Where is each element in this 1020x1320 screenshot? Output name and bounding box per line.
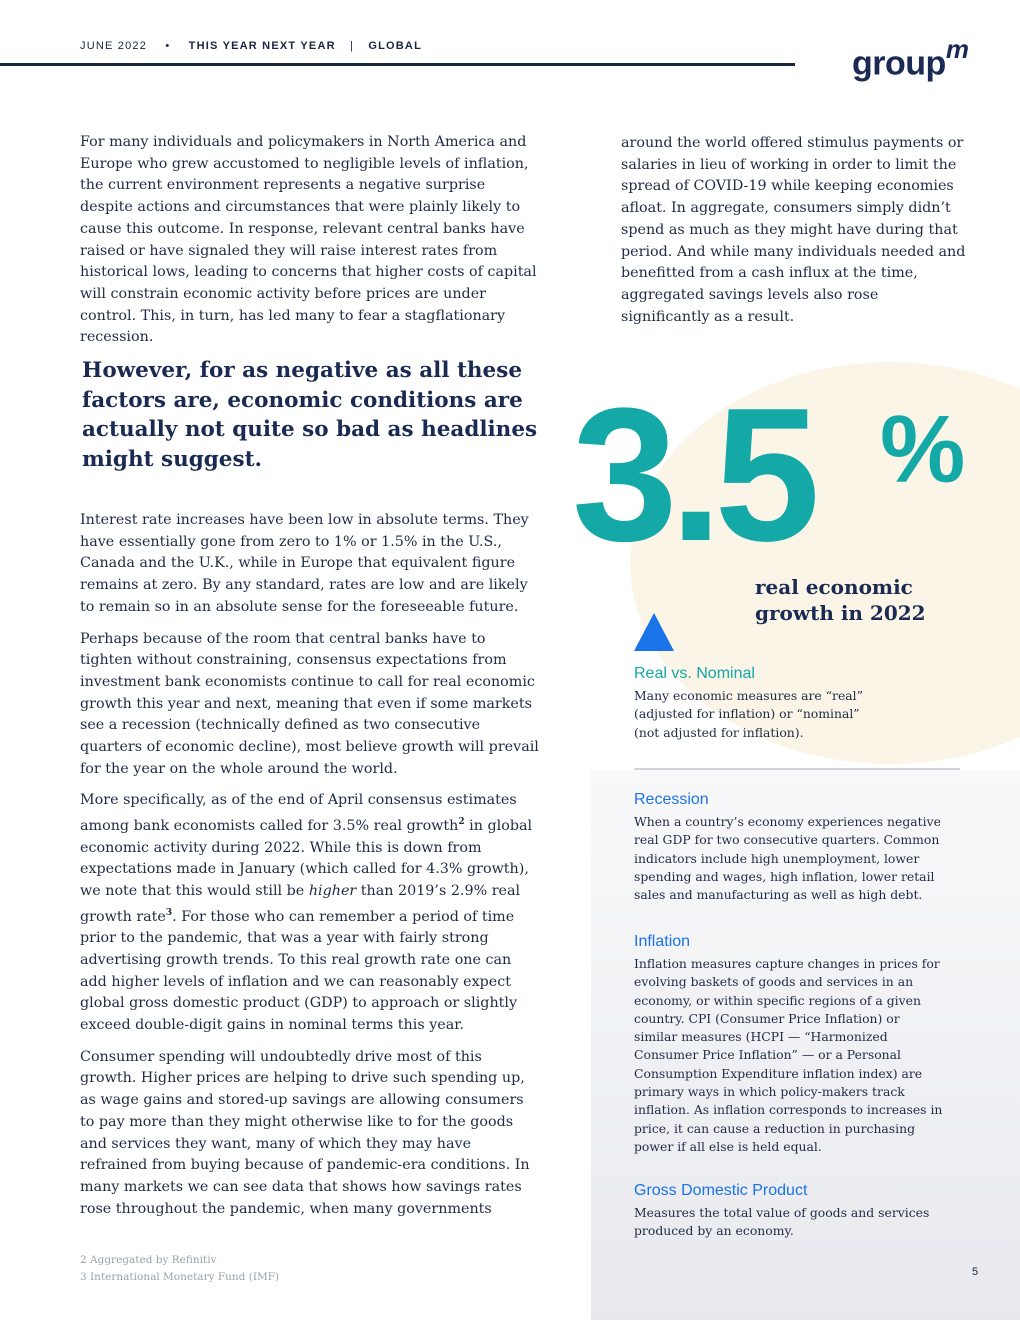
glossary-gdp bbox=[634, 1182, 944, 1241]
stat-percent: % bbox=[880, 396, 966, 503]
glossary-term: Inflation bbox=[634, 933, 691, 950]
growth-text-c: than 2019’s 2.9% real growth rate bbox=[80, 883, 521, 925]
footnote-ref-3: 3 bbox=[165, 907, 173, 918]
right-column-text bbox=[621, 133, 966, 328]
glossary-term: Gross Domestic Product bbox=[634, 1182, 808, 1199]
growth-text-a: More specifically, as of the end of April consensus estimates among bank economists called for 3.5% real growth bbox=[80, 792, 517, 834]
glossary-definition: Inflation measures capture changes in prices for evolving baskets of goods and services in an economy, or within specific regions of a given country. CPI (Consumer Price Inflation) or similar measures (HCPI — “Harmonized Consumer Price Inflation” — or a Personal Consumption Expenditure inflation index) are primary ways in which policy-makers track inflation. As inflation corresponds to increases in price, it can cause a reduction in purchasing power if all else is held equal. bbox=[634, 956, 943, 1154]
glossary-divider bbox=[634, 768, 960, 770]
glossary-definition: Measures the total value of goods and services produced by an economy. bbox=[634, 1205, 930, 1239]
pull-quote: However, for as negative as all these factors are, economic conditions are actually not quite so bad as headlines might suggest. bbox=[82, 358, 538, 472]
glossary-term: Recession bbox=[634, 791, 709, 808]
intro-paragraph-container bbox=[80, 132, 540, 349]
header-bullet: • bbox=[165, 40, 171, 52]
header-date: JUNE 2022 bbox=[80, 40, 148, 52]
paragraph-rates: Interest rate increases have been low in absolute terms. They have essentially gone from zero to 1% or 1.5% in the U.S., Canada and the U.K., while in Europe that equivalent figure remains at zero. By any standard, rates are low and are likely to remain so in an absolute sense for the foreseeable future. bbox=[80, 512, 529, 615]
footnote-text: Aggregated by Refinitiv bbox=[90, 1254, 217, 1266]
logo-sup: m bbox=[945, 34, 969, 64]
header-divider: | bbox=[350, 40, 355, 52]
page-number: 5 bbox=[972, 1266, 979, 1278]
stat-number: 3.5 bbox=[572, 369, 813, 581]
glossary-recession bbox=[634, 791, 944, 904]
footnote-text: International Monetary Fund (IMF) bbox=[90, 1270, 280, 1283]
header-region: GLOBAL bbox=[368, 40, 422, 52]
footnote-number: 2 bbox=[80, 1254, 87, 1266]
growth-text-d: . For those who can remember a period of time prior to the pandemic, that was a year with fairly strong advertising growth trends. To this real growth rate one can add higher levels of inflation and we can reasonably expect global gross domestic product (GDP) to approach or slightly exceed double-digit gains in nominal terms this year. bbox=[80, 908, 518, 1033]
intro-paragraph: For many individuals and policymakers in North America and Europe who grew accustomed to negligible levels of inflation, the current environment represents a negative surprise despite actions and circumstances that were plainly likely to cause this outcome. In response, relevant central banks have raised or have signaled they will raise interest rates from historical lows, leading to concerns that higher costs of capital will constrain economic activity before prices are under control. This, in turn, has led many to fear a stagflationary recession. bbox=[80, 134, 537, 346]
footnotes bbox=[80, 1252, 279, 1285]
footnote-number: 3 bbox=[80, 1270, 87, 1283]
growth-text-emphasis: higher bbox=[308, 883, 357, 900]
stat-label: real economic growth in 2022 bbox=[755, 575, 926, 625]
footnote-ref-2: 2 bbox=[458, 817, 465, 828]
paragraph-expectations: Perhaps because of the room that central banks have to tighten without constraining, consensus expectations from investment bank economists continue to call for real economic growth this year and next, meaning that even if some markets see a recession (technically defined as two consecutive quarters of economic decline), most believe growth will prevail for the year on the whole around the world. bbox=[80, 630, 539, 777]
footnote bbox=[80, 1252, 279, 1269]
logo-text: group bbox=[852, 44, 946, 83]
triangle-up-icon bbox=[634, 613, 674, 651]
page-header bbox=[80, 40, 422, 52]
continuation-paragraph: around the world offered stimulus payments or salaries in lieu of working in order to limit the spread of COVID-19 while keeping economies afloat. In aggregate, consumers simply didn’t spend as much as they might have during that period. And while many individuals needed and benefitted from a cash influx at the time, aggregated savings levels also rose significantly as a result. bbox=[621, 135, 966, 325]
paragraph-growth bbox=[80, 790, 540, 1036]
glossary-definition: Many economic measures are “real” (adjusted for inflation) or “nominal” (not adjusted for inflation). bbox=[634, 688, 863, 740]
body-column bbox=[80, 510, 540, 1230]
paragraph-consumer: Consumer spending will undoubtedly drive most of this growth. Higher prices are helping to drive such spending up, as wage gains and stored-up savings are allowing consumers to pay more than they might otherwise like to for the goods and services they want, many of which they may have refrained from buying because of pandemic-era conditions. In many markets we can see data that shows how savings rates rose throughout the pandemic, when many governments bbox=[80, 1048, 530, 1217]
header-report-title: THIS YEAR NEXT YEAR bbox=[188, 40, 336, 52]
groupm-logo bbox=[852, 34, 969, 83]
glossary-definition: When a country’s economy experiences negative real GDP for two consecutive quarters. Common indicators include high unemployment, lower spending and wages, high inflation, lower retail sales and manufacturing as well as high debt. bbox=[634, 814, 941, 903]
growth-text-b: in global economic activity during 2022. While this is down from expectations made in January (which called for 4.3% growth), we note that this would still be bbox=[80, 817, 533, 900]
glossary-term: Real vs. Nominal bbox=[634, 665, 755, 682]
footnote bbox=[80, 1269, 279, 1286]
header-rule bbox=[0, 63, 795, 66]
glossary-inflation bbox=[634, 933, 946, 1156]
glossary-real-vs-nominal bbox=[634, 665, 874, 742]
